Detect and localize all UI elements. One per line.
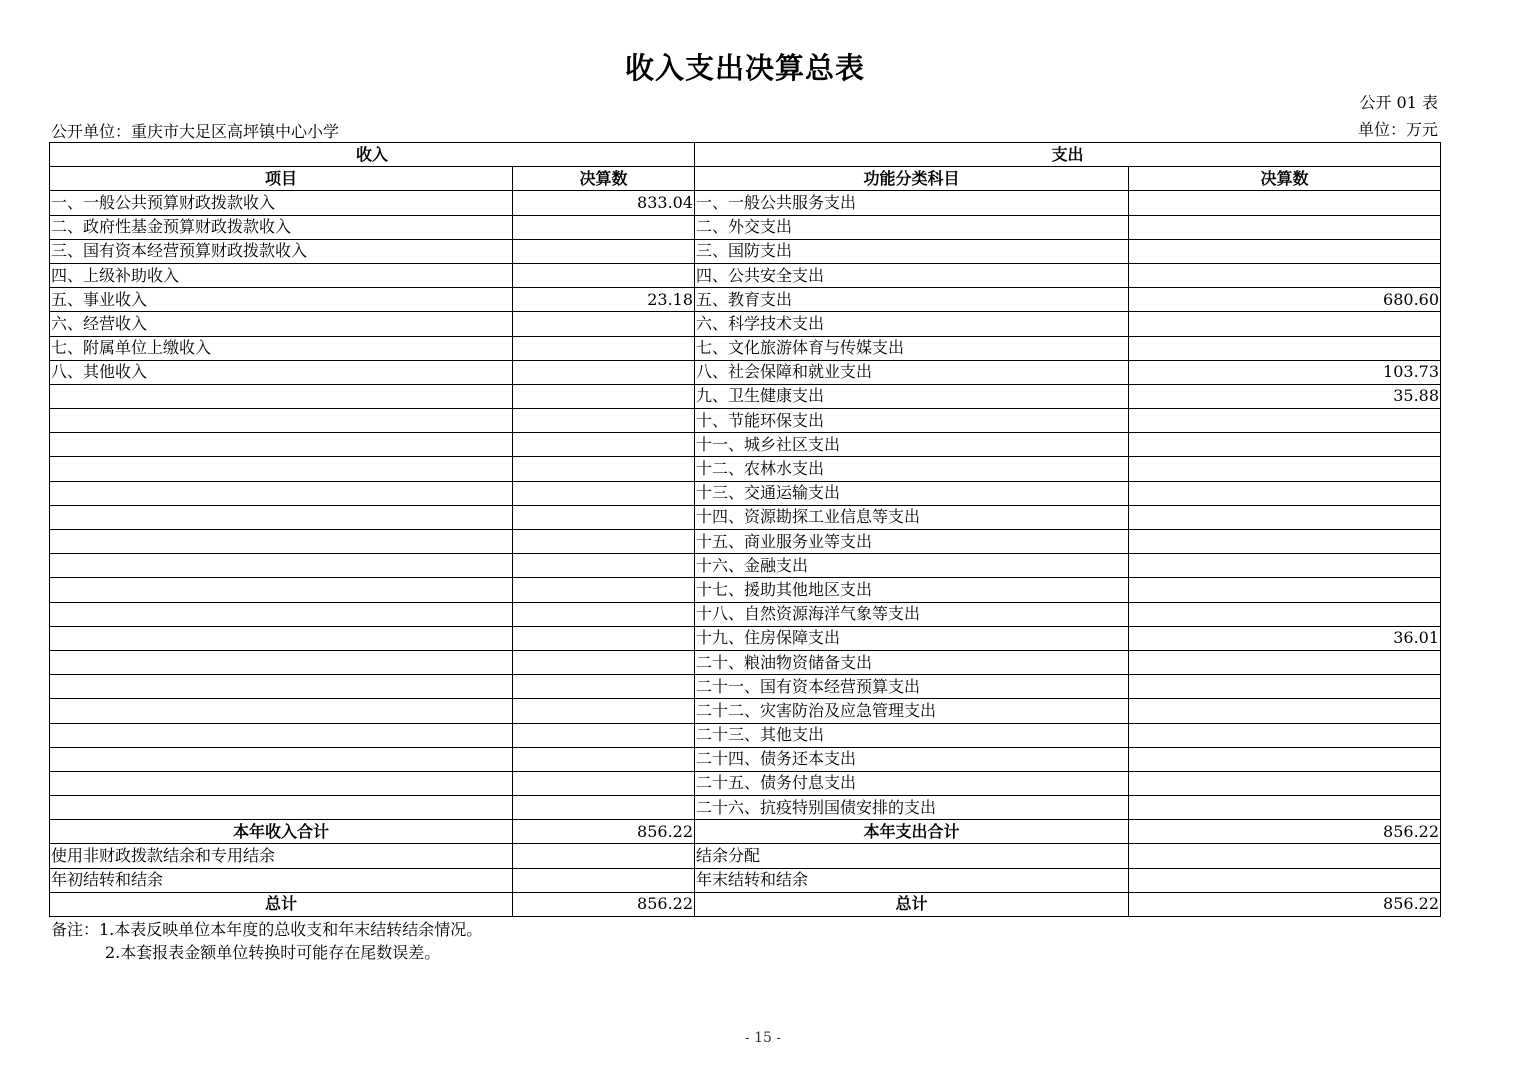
table-row [50, 215, 1441, 239]
income-item-cell [50, 699, 513, 723]
expense-item-cell: 十七、援助其他地区支出 [695, 578, 1129, 602]
income-amount-cell: 23.18 [513, 288, 695, 312]
summary-expense-amount-cell [1129, 868, 1441, 892]
expense-amount-cell [1129, 578, 1441, 602]
page-title: 收入支出决算总表 [624, 51, 865, 85]
table-body [50, 191, 1441, 917]
expense-amount-cell [1129, 457, 1441, 481]
expense-item-cell: 五、教育支出 [695, 288, 1129, 312]
income-item-cell: 二、政府性基金预算财政拨款收入 [50, 215, 513, 239]
expense-item-cell: 八、社会保障和就业支出 [695, 360, 1129, 384]
expense-item-cell: 十一、城乡社区支出 [695, 433, 1129, 457]
income-amount-cell [513, 433, 695, 457]
income-amount-cell [513, 505, 695, 529]
income-amount-cell [513, 626, 695, 650]
income-amount-cell [513, 554, 695, 578]
expense-amount-cell: 103.73 [1129, 360, 1441, 384]
table-row [50, 530, 1441, 554]
expense-amount-cell [1129, 312, 1441, 336]
income-amount-cell [513, 530, 695, 554]
summary-income-item-cell: 本年收入合计 [50, 820, 513, 844]
expense-item-cell: 二十、粮油物资储备支出 [695, 650, 1129, 674]
income-amount-cell [513, 457, 695, 481]
table-row [50, 554, 1441, 578]
currency-unit: 单位：万元 [1357, 120, 1438, 139]
income-item-cell [50, 578, 513, 602]
expense-item-cell: 一、一般公共服务支出 [695, 191, 1129, 215]
table-row [50, 409, 1441, 433]
table-row [50, 747, 1441, 771]
table-row [50, 481, 1441, 505]
income-amount-cell [513, 602, 695, 626]
income-item-cell [50, 433, 513, 457]
income-item-cell [50, 602, 513, 626]
expense-amount-cell [1129, 650, 1441, 674]
expense-item-cell: 二十三、其他支出 [695, 723, 1129, 747]
expense-amount-cell: 35.88 [1129, 384, 1441, 408]
summary-income-item-cell: 年初结转和结余 [50, 868, 513, 892]
summary-expense-item-cell: 结余分配 [695, 844, 1129, 868]
expense-amount-cell [1129, 771, 1441, 795]
income-amount-cell [513, 699, 695, 723]
table-row [50, 626, 1441, 650]
income-amount-cell [513, 336, 695, 360]
summary-expense-item-cell: 总计 [695, 892, 1129, 916]
table-row [50, 360, 1441, 384]
income-item-header: 项目 [50, 167, 513, 191]
table-row [50, 505, 1441, 529]
income-amount-cell: 833.04 [513, 191, 695, 215]
summary-income-amount-cell [513, 868, 695, 892]
expense-amount-cell [1129, 554, 1441, 578]
table-row [50, 699, 1441, 723]
expense-amount-cell [1129, 505, 1441, 529]
expense-item-cell: 四、公共安全支出 [695, 263, 1129, 287]
income-item-cell [50, 626, 513, 650]
table-row [50, 191, 1441, 215]
income-item-cell [50, 481, 513, 505]
table-row [50, 239, 1441, 263]
summary-income-amount-cell [513, 844, 695, 868]
table-row [50, 312, 1441, 336]
summary-row [50, 844, 1441, 868]
income-amount-cell [513, 312, 695, 336]
income-item-cell: 三、国有资本经营预算财政拨款收入 [50, 239, 513, 263]
income-item-cell: 六、经营收入 [50, 312, 513, 336]
income-amount-cell [513, 215, 695, 239]
income-amount-cell [513, 578, 695, 602]
table-row [50, 602, 1441, 626]
income-amount-cell [513, 239, 695, 263]
expense-amount-cell: 680.60 [1129, 288, 1441, 312]
expense-section-header: 支出 [695, 143, 1441, 167]
summary-income-item-cell: 总计 [50, 892, 513, 916]
summary-expense-amount-cell: 856.22 [1129, 892, 1441, 916]
expense-item-cell: 十八、自然资源海洋气象等支出 [695, 602, 1129, 626]
expense-amount-cell [1129, 699, 1441, 723]
expense-amount-cell [1129, 602, 1441, 626]
expense-item-header: 功能分类科目 [695, 167, 1129, 191]
income-item-cell: 七、附属单位上缴收入 [50, 336, 513, 360]
expense-item-cell: 二、外交支出 [695, 215, 1129, 239]
expense-item-cell: 十六、金融支出 [695, 554, 1129, 578]
expense-amount-cell [1129, 747, 1441, 771]
expense-amount-cell [1129, 263, 1441, 287]
income-item-cell [50, 457, 513, 481]
page-number: - 15 - [744, 1030, 782, 1046]
total-row [50, 892, 1441, 916]
expense-amount-cell [1129, 191, 1441, 215]
income-amount-cell [513, 360, 695, 384]
table-row [50, 723, 1441, 747]
income-expense-table [49, 142, 1441, 917]
income-item-cell [50, 796, 513, 820]
expense-amount-cell: 36.01 [1129, 626, 1441, 650]
expense-amount-cell [1129, 215, 1441, 239]
expense-item-cell: 二十二、灾害防治及应急管理支出 [695, 699, 1129, 723]
expense-amount-cell [1129, 481, 1441, 505]
column-header-row [50, 167, 1441, 191]
table-number: 公开 01 表 [1359, 93, 1438, 112]
income-amount-cell [513, 675, 695, 699]
summary-row [50, 868, 1441, 892]
table-row [50, 433, 1441, 457]
table-row [50, 578, 1441, 602]
expense-item-cell: 十三、交通运输支出 [695, 481, 1129, 505]
expense-item-cell: 二十六、抗疫特别国债安排的支出 [695, 796, 1129, 820]
income-amount-cell [513, 796, 695, 820]
expense-amount-cell [1129, 723, 1441, 747]
table-row [50, 796, 1441, 820]
income-item-cell [50, 505, 513, 529]
summary-income-amount-cell: 856.22 [513, 820, 695, 844]
income-amount-header: 决算数 [513, 167, 695, 191]
reporting-unit: 公开单位：重庆市大足区高坪镇中心小学 [51, 122, 340, 141]
table-row [50, 675, 1441, 699]
income-item-cell [50, 675, 513, 699]
expense-item-cell: 二十四、债务还本支出 [695, 747, 1129, 771]
expense-amount-cell [1129, 336, 1441, 360]
income-amount-cell [513, 771, 695, 795]
income-item-cell [50, 723, 513, 747]
income-item-cell [50, 771, 513, 795]
expense-amount-cell [1129, 530, 1441, 554]
summary-income-item-cell: 使用非财政拨款结余和专用结余 [50, 844, 513, 868]
expense-item-cell: 三、国防支出 [695, 239, 1129, 263]
expense-item-cell: 十四、资源勘探工业信息等支出 [695, 505, 1129, 529]
expense-item-cell: 七、文化旅游体育与传媒支出 [695, 336, 1129, 360]
income-section-header: 收入 [50, 143, 695, 167]
income-item-cell: 一、一般公共预算财政拨款收入 [50, 191, 513, 215]
table-row [50, 384, 1441, 408]
expense-amount-cell [1129, 409, 1441, 433]
expense-item-cell: 六、科学技术支出 [695, 312, 1129, 336]
summary-expense-amount-cell: 856.22 [1129, 820, 1441, 844]
income-amount-cell [513, 723, 695, 747]
income-item-cell: 五、事业收入 [50, 288, 513, 312]
expense-item-cell: 十、节能环保支出 [695, 409, 1129, 433]
note-line-1: 备注：1.本表反映单位本年度的总收支和年末结转结余情况。 [51, 920, 483, 939]
table-row [50, 650, 1441, 674]
expense-item-cell: 二十五、债务付息支出 [695, 771, 1129, 795]
expense-amount-cell [1129, 433, 1441, 457]
income-item-cell [50, 384, 513, 408]
income-amount-cell [513, 263, 695, 287]
expense-amount-cell [1129, 239, 1441, 263]
income-item-cell [50, 409, 513, 433]
expense-amount-cell [1129, 796, 1441, 820]
summary-expense-item-cell: 年末结转和结余 [695, 868, 1129, 892]
table-row [50, 457, 1441, 481]
income-amount-cell [513, 481, 695, 505]
note-line-2: 2.本套报表金额单位转换时可能存在尾数误差。 [105, 943, 441, 962]
income-item-cell [50, 530, 513, 554]
expense-amount-header: 决算数 [1129, 167, 1441, 191]
income-amount-cell [513, 409, 695, 433]
summary-income-amount-cell: 856.22 [513, 892, 695, 916]
income-amount-cell [513, 747, 695, 771]
table-row [50, 288, 1441, 312]
notes [51, 918, 482, 964]
income-item-cell: 四、上级补助收入 [50, 263, 513, 287]
total-row [50, 820, 1441, 844]
section-header-row [50, 143, 1441, 167]
income-item-cell: 八、其他收入 [50, 360, 513, 384]
table-row [50, 336, 1441, 360]
expense-item-cell: 二十一、国有资本经营预算支出 [695, 675, 1129, 699]
table-row [50, 263, 1441, 287]
summary-expense-item-cell: 本年支出合计 [695, 820, 1129, 844]
income-item-cell [50, 650, 513, 674]
expense-item-cell: 十九、住房保障支出 [695, 626, 1129, 650]
summary-expense-amount-cell [1129, 844, 1441, 868]
expense-item-cell: 十五、商业服务业等支出 [695, 530, 1129, 554]
expense-item-cell: 九、卫生健康支出 [695, 384, 1129, 408]
income-item-cell [50, 554, 513, 578]
income-amount-cell [513, 384, 695, 408]
table-row [50, 771, 1441, 795]
income-item-cell [50, 747, 513, 771]
expense-amount-cell [1129, 675, 1441, 699]
expense-item-cell: 十二、农林水支出 [695, 457, 1129, 481]
income-amount-cell [513, 650, 695, 674]
